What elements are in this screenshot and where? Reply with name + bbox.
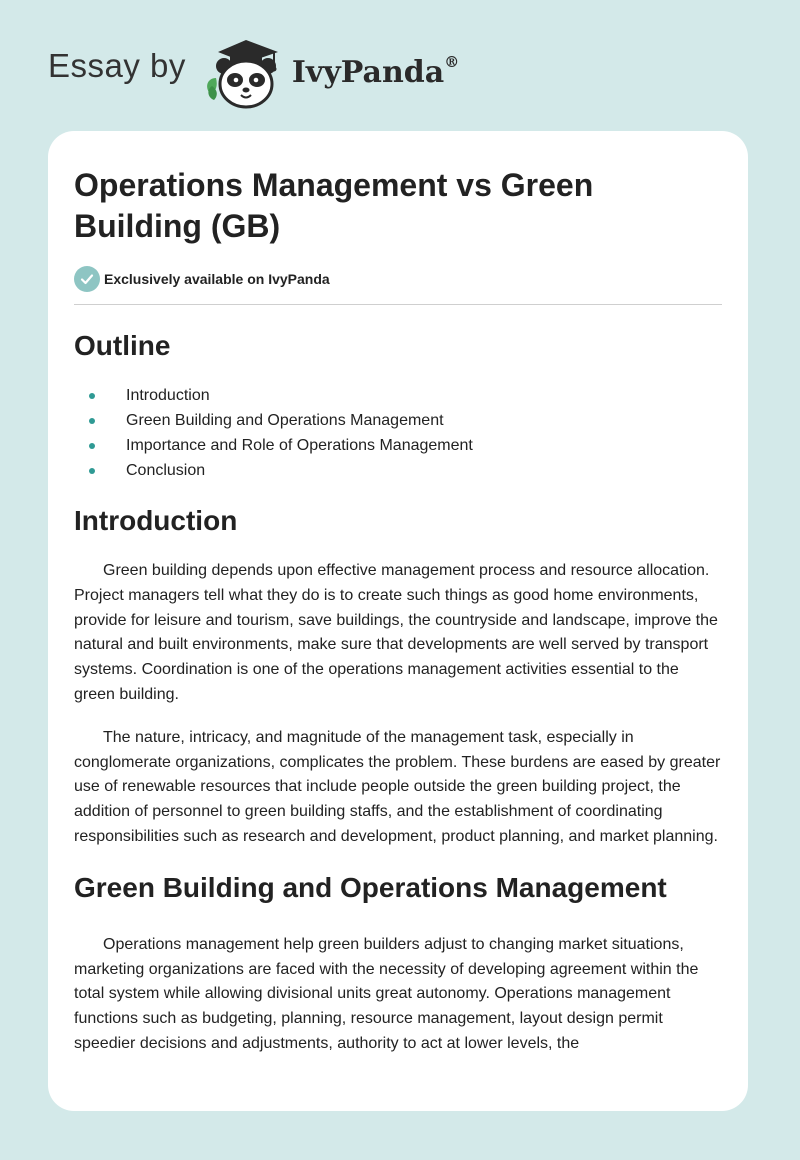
site-brand[interactable] — [48, 34, 459, 110]
outline-heading: Outline — [74, 330, 171, 361]
essay-card — [48, 131, 748, 1111]
paragraph: The nature, intricacy, and magnitude of the management task, especially in conglomerate organizations, complicates the problem. These burdens are eased by greater use of renewable resources that include people outside the green building project, the addition of personnel to green building staffs, and the establishment of coordinating responsibilities such as research and development, product planning, and market planning. — [74, 728, 721, 845]
divider — [74, 304, 722, 305]
outline-item-conclusion[interactable]: Conclusion — [74, 458, 722, 483]
outline-item-importance[interactable]: Importance and Role of Operations Management — [74, 433, 722, 458]
paragraph: Green building depends upon effective management process and resource allocation. Project managers tell what they do is to create such things as good home environments, provide for leisure and tourism, save buildings, the countryside and landscape, improve the natural and built environments, make sure that developments are well served by transport systems. Coordination is one of the operations management activities essential to the green building. — [74, 562, 718, 703]
outline-item-green-building[interactable]: Green Building and Operations Management — [74, 408, 722, 433]
panda-logo-icon — [200, 34, 290, 110]
check-icon — [74, 266, 100, 292]
section-heading-introduction: Introduction — [74, 505, 238, 536]
outline-item-introduction[interactable]: Introduction — [74, 383, 722, 408]
section-heading-green-building: Green Building and Operations Management — [74, 871, 667, 903]
outline-list — [74, 383, 722, 483]
exclusive-label: Exclusively available on IvyPanda — [104, 271, 330, 287]
essay-by-label: Essay by — [48, 47, 186, 84]
paragraph: Operations management help green builders adjust to changing market situations, marketing organizations are faced with the necessity of developing agreement within the total system while allowing divisional units great autonomy. Operations management functions such as budgeting, planning, resource management, layout design permit speedier decisions and adjustments, authority to act at lower levels, the — [74, 935, 699, 1052]
essay-title: Operations Management vs Green Building (GB) — [74, 167, 594, 244]
brand-name: IvyPanda® — [291, 52, 460, 90]
exclusive-badge — [74, 265, 722, 293]
